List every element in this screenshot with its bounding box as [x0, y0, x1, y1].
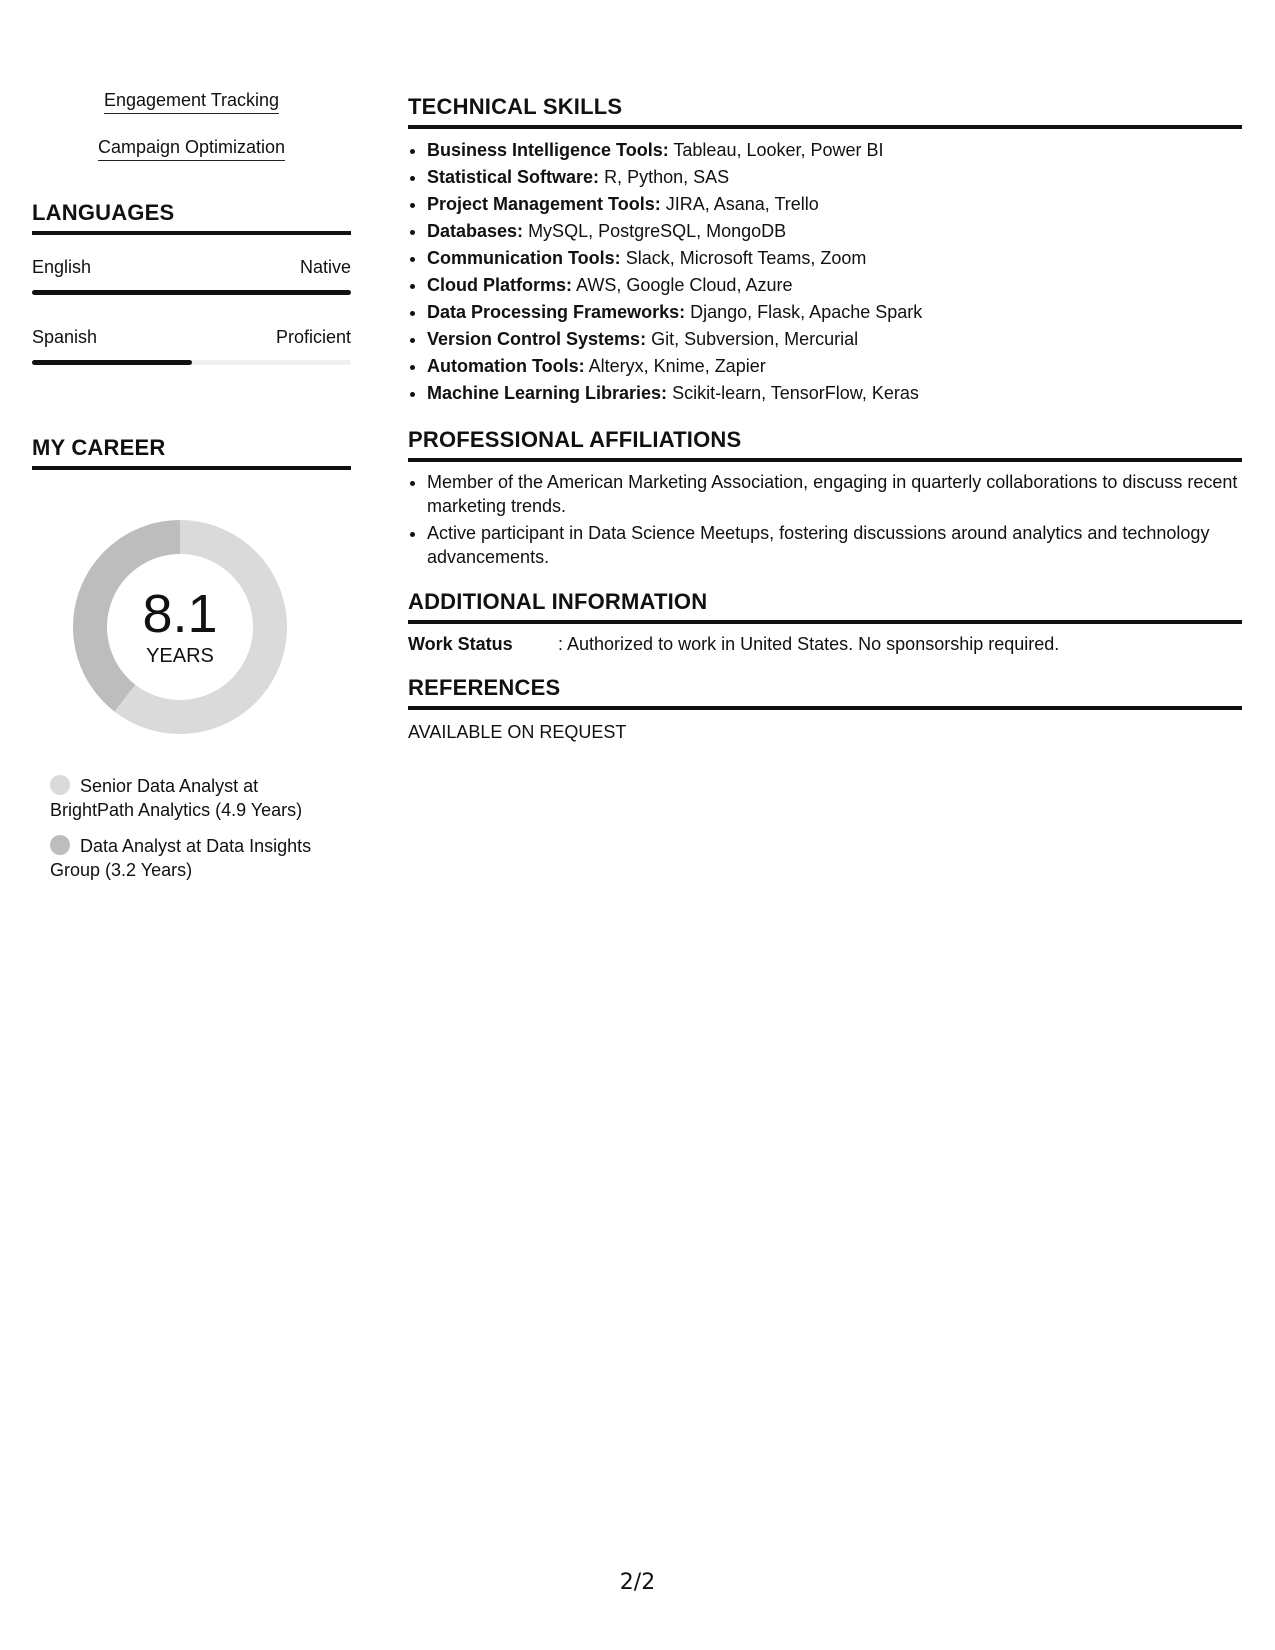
- skill-item: [427, 353, 1242, 380]
- references-text: AVAILABLE ON REQUEST: [408, 722, 627, 742]
- affiliations-section: [408, 427, 1242, 569]
- skill-item: [427, 326, 1242, 353]
- affiliation-item: • Active participant in Data Science Meetups, fostering discussions around analytics and technology advancements.: [427, 521, 1242, 569]
- skill-item: [427, 137, 1242, 164]
- skill-category: Automation Tools:: [427, 356, 585, 376]
- skill-tag: Engagement Tracking: [104, 90, 279, 114]
- work-status-row: [408, 634, 1242, 655]
- skill-values: Scikit-learn, TensorFlow, Keras: [672, 383, 919, 403]
- career-total-value: 8.1: [142, 583, 218, 644]
- skill-item: [427, 299, 1242, 326]
- language-level: Native: [299, 257, 351, 277]
- career-legend: [50, 774, 330, 882]
- skill-category: Cloud Platforms:: [427, 275, 573, 295]
- career-total-unit: YEARS: [146, 644, 214, 667]
- career-legend-label: Data Analyst at Data Insights Group (3.2 Years): [50, 836, 312, 880]
- skill-values: Slack, Microsoft Teams, Zoom: [625, 248, 867, 268]
- language-level: Proficient: [275, 327, 351, 347]
- language-proficiency-fill: [32, 360, 192, 365]
- skill-values: AWS, Google Cloud, Azure: [576, 275, 793, 295]
- work-status-label: Work Status: [408, 634, 513, 654]
- skill-item: [427, 191, 1242, 218]
- career-total: [67, 514, 293, 740]
- languages-heading: LANGUAGES: [32, 200, 351, 235]
- references-section: [408, 675, 1242, 743]
- skill-values: Django, Flask, Apache Spark: [690, 302, 923, 322]
- additional-info-section: [408, 589, 1242, 655]
- skill-values: Git, Subversion, Mercurial: [651, 329, 859, 349]
- language-proficiency-bar: [32, 360, 351, 365]
- language-item: [32, 257, 351, 295]
- skill-values: JIRA, Asana, Trello: [665, 194, 819, 214]
- legend-dot-icon: [50, 775, 70, 795]
- skill-values: Alteryx, Knime, Zapier: [588, 356, 766, 376]
- skill-values: R, Python, SAS: [604, 167, 730, 187]
- skill-item: [427, 245, 1242, 272]
- skill-values: Tableau, Looker, Power BI: [673, 140, 884, 160]
- language-name: English: [32, 257, 92, 277]
- language-name: Spanish: [32, 327, 98, 347]
- career-donut-chart: [67, 514, 293, 740]
- skill-values: MySQL, PostgreSQL, MongoDB: [528, 221, 787, 241]
- legend-dot-icon: [50, 835, 70, 855]
- skill-tag: Campaign Optimization: [98, 137, 285, 161]
- skill-category: Version Control Systems:: [427, 329, 647, 349]
- career-legend-item: [50, 774, 330, 822]
- skill-item: [427, 272, 1242, 299]
- career-legend-label: Senior Data Analyst at BrightPath Analytics (4.9 Years): [50, 776, 303, 820]
- skill-item: [427, 380, 1242, 407]
- skill-category: Project Management Tools:: [427, 194, 661, 214]
- language-item: [32, 327, 351, 365]
- work-status-value: : Authorized to work in United States. No sponsorship required.: [558, 634, 1060, 654]
- skill-tags: [32, 80, 351, 174]
- skill-category: Statistical Software:: [427, 167, 600, 187]
- technical-skills-list: [408, 137, 1242, 407]
- language-proficiency-fill: [32, 290, 351, 295]
- technical-skills-heading: TECHNICAL SKILLS: [408, 94, 1242, 129]
- additional-info-heading: ADDITIONAL INFORMATION: [408, 589, 1242, 624]
- skill-category: Business Intelligence Tools:: [427, 140, 669, 160]
- language-proficiency-bar: [32, 290, 351, 295]
- left-column: [32, 80, 351, 894]
- career-legend-item: [50, 834, 330, 882]
- skill-category: Data Processing Frameworks:: [427, 302, 686, 322]
- references-heading: REFERENCES: [408, 675, 1242, 710]
- affiliation-item: • Member of the American Marketing Association, engaging in quarterly collaborations to discuss recent marketing trends.: [427, 470, 1242, 518]
- affiliations-heading: PROFESSIONAL AFFILIATIONS: [408, 427, 1242, 462]
- skill-item: [427, 218, 1242, 245]
- page-number: 2/2: [619, 1570, 656, 1595]
- career-heading: MY CAREER: [32, 435, 351, 470]
- affiliations-list: [408, 470, 1242, 569]
- skill-item: [427, 164, 1242, 191]
- skill-category: Communication Tools:: [427, 248, 621, 268]
- skill-category: Databases:: [427, 221, 524, 241]
- skill-category: Machine Learning Libraries:: [427, 383, 668, 403]
- right-column: [408, 94, 1242, 743]
